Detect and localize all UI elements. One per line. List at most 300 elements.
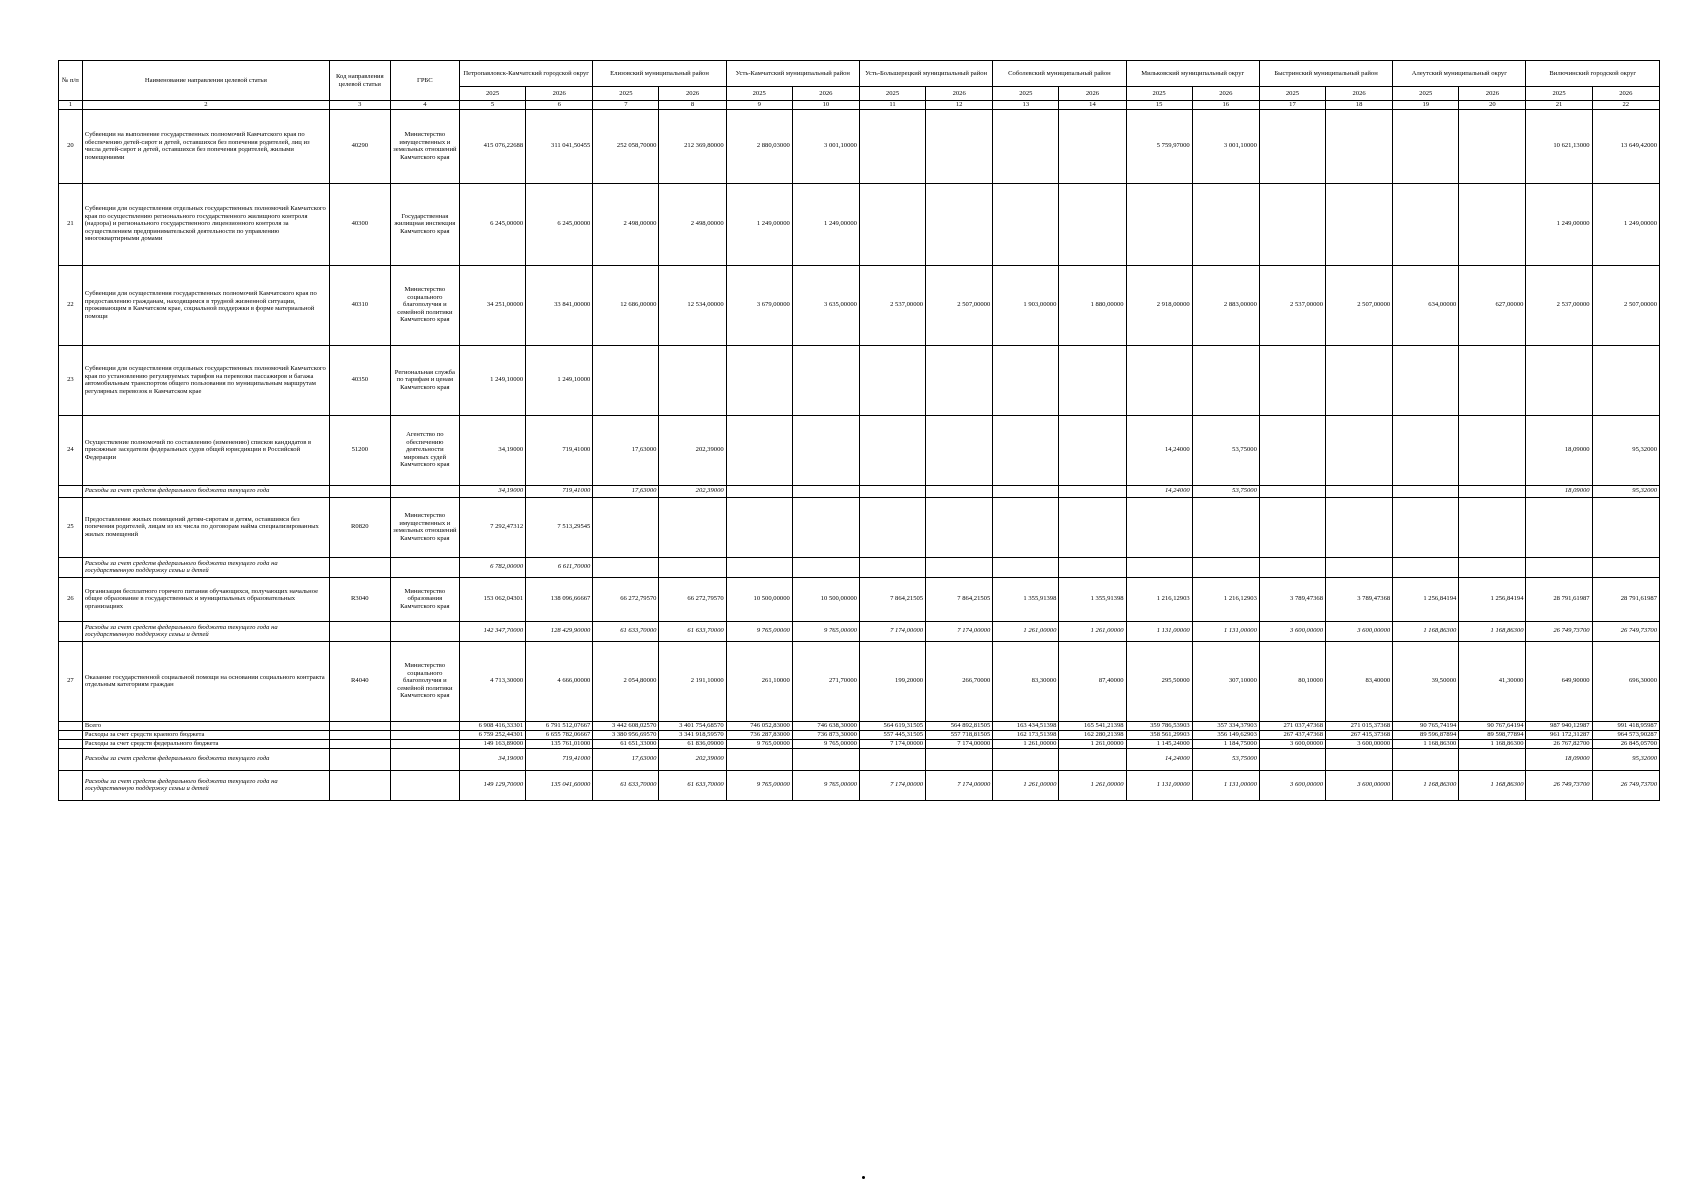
value-cell: 1 261,00000 [993, 770, 1059, 800]
header-district: Усть-Камчатский муниципальный район [726, 61, 859, 87]
row-name: Расходы за счет средств федерального бюджета [82, 739, 329, 748]
column-index: 15 [1126, 101, 1192, 110]
value-cell: 202,39000 [659, 748, 726, 770]
value-cell: 9 765,00000 [792, 770, 859, 800]
value-cell: 3 600,00000 [1259, 739, 1325, 748]
value-cell: 61 651,33000 [593, 739, 659, 748]
value-cell: 34,19000 [460, 415, 526, 485]
value-cell: 719,41000 [526, 485, 593, 497]
row-number: 23 [59, 345, 83, 415]
row-number [59, 485, 83, 497]
header-year: 2025 [1259, 87, 1325, 101]
row-code [329, 721, 390, 730]
value-cell [726, 557, 792, 577]
value-cell: 41,30000 [1459, 641, 1526, 721]
table-row [59, 109, 1660, 183]
value-cell: 26 845,05700 [1592, 739, 1659, 748]
value-cell: 212 369,80000 [659, 109, 726, 183]
value-cell: 252 058,70000 [593, 109, 659, 183]
row-name: Субвенции на выполнение государственных полномочий Камчатского края по обеспечению детей-сирот и детей, оставшихся без попечения родителей, лиц из числа детей-сирот и детей, оставшихся без попечения родителей, жилыми помещениями [82, 109, 329, 183]
value-cell: 307,10000 [1192, 641, 1259, 721]
value-cell: 33 841,00000 [526, 265, 593, 345]
value-cell [1259, 109, 1325, 183]
column-index: 9 [726, 101, 792, 110]
value-cell: 271 015,37368 [1326, 721, 1393, 730]
value-cell [1126, 557, 1192, 577]
header-year: 2026 [1459, 87, 1526, 101]
value-cell: 3 789,47368 [1326, 577, 1393, 621]
header-year: 2026 [792, 87, 859, 101]
table-row [59, 485, 1660, 497]
value-cell [726, 485, 792, 497]
row-grbs: Государственная жилищная инспекция Камчатского края [390, 183, 459, 265]
row-number [59, 739, 83, 748]
value-cell: 266,70000 [926, 641, 993, 721]
header-code: Код направления целевой статьи [329, 61, 390, 101]
value-cell: 3 001,10000 [792, 109, 859, 183]
row-number: 20 [59, 109, 83, 183]
row-code: R0820 [329, 497, 390, 557]
header-year: 2026 [526, 87, 593, 101]
column-index: 13 [993, 101, 1059, 110]
value-cell: 61 633,70000 [659, 770, 726, 800]
table-row [59, 345, 1660, 415]
header-district: Быстринский муниципальный район [1259, 61, 1392, 87]
value-cell: 142 347,70000 [460, 621, 526, 641]
header-district: Петропавловск-Камчатский городской округ [460, 61, 593, 87]
value-cell: 1 261,00000 [1059, 770, 1126, 800]
value-cell [1059, 183, 1126, 265]
value-cell: 964 573,90287 [1592, 730, 1659, 739]
value-cell: 17,63000 [593, 415, 659, 485]
value-cell: 34 251,00000 [460, 265, 526, 345]
value-cell [593, 497, 659, 557]
header-year: 2025 [1393, 87, 1459, 101]
header-year: 2025 [1126, 87, 1192, 101]
value-cell [1259, 183, 1325, 265]
value-cell [726, 415, 792, 485]
value-cell: 6 791 512,07667 [526, 721, 593, 730]
value-cell [792, 748, 859, 770]
value-cell: 1 168,86300 [1393, 621, 1459, 641]
value-cell: 1 184,75000 [1192, 739, 1259, 748]
value-cell: 34,19000 [460, 485, 526, 497]
row-code: 40290 [329, 109, 390, 183]
value-cell [1059, 415, 1126, 485]
value-cell: 149 129,70000 [460, 770, 526, 800]
column-index: 20 [1459, 101, 1526, 110]
value-cell [593, 557, 659, 577]
value-cell: 53,75000 [1192, 748, 1259, 770]
value-cell: 199,20000 [859, 641, 925, 721]
value-cell [1059, 748, 1126, 770]
value-cell [1459, 485, 1526, 497]
value-cell: 1 216,12903 [1192, 577, 1259, 621]
value-cell [993, 557, 1059, 577]
value-cell [993, 345, 1059, 415]
value-cell [1259, 485, 1325, 497]
value-cell: 6 655 782,06667 [526, 730, 593, 739]
value-cell: 1 261,00000 [1059, 739, 1126, 748]
value-cell [792, 497, 859, 557]
row-grbs [390, 730, 459, 739]
value-cell: 138 096,66667 [526, 577, 593, 621]
value-cell: 295,50000 [1126, 641, 1192, 721]
header-name: Наименование направления целевой статьи [82, 61, 329, 101]
value-cell: 53,75000 [1192, 485, 1259, 497]
value-cell [1592, 557, 1659, 577]
budget-table [58, 60, 1660, 801]
row-name: Расходы за счет средств федерального бюджета текущего года на государственную поддержку семьи и детей [82, 621, 329, 641]
value-cell: 961 172,31287 [1526, 730, 1592, 739]
value-cell: 3 600,00000 [1326, 739, 1393, 748]
column-index: 8 [659, 101, 726, 110]
value-cell: 1 261,00000 [993, 739, 1059, 748]
value-cell: 564 892,81505 [926, 721, 993, 730]
row-number [59, 621, 83, 641]
value-cell: 10 500,00000 [726, 577, 792, 621]
row-number [59, 721, 83, 730]
value-cell [1393, 183, 1459, 265]
value-cell [1059, 109, 1126, 183]
value-cell: 358 561,29903 [1126, 730, 1192, 739]
value-cell [1526, 497, 1592, 557]
value-cell: 2 883,00000 [1192, 265, 1259, 345]
row-code [329, 748, 390, 770]
value-cell [726, 748, 792, 770]
value-cell [726, 497, 792, 557]
value-cell: 2 537,00000 [1526, 265, 1592, 345]
row-code: 51200 [329, 415, 390, 485]
value-cell: 149 163,89000 [460, 739, 526, 748]
value-cell: 80,10000 [1259, 641, 1325, 721]
value-cell [1326, 345, 1393, 415]
column-index: 22 [1592, 101, 1659, 110]
value-cell: 4 713,30000 [460, 641, 526, 721]
value-cell: 557 445,31505 [859, 730, 925, 739]
column-index: 7 [593, 101, 659, 110]
value-cell [1592, 345, 1659, 415]
value-cell: 7 292,47312 [460, 497, 526, 557]
value-cell: 2 498,00000 [593, 183, 659, 265]
value-cell: 1 256,84194 [1393, 577, 1459, 621]
row-code [329, 770, 390, 800]
value-cell: 61 836,09000 [659, 739, 726, 748]
value-cell: 18,09000 [1526, 485, 1592, 497]
value-cell: 90 765,74194 [1393, 721, 1459, 730]
value-cell: 18,09000 [1526, 748, 1592, 770]
value-cell: 5 759,97000 [1126, 109, 1192, 183]
value-cell: 1 261,00000 [1059, 621, 1126, 641]
row-grbs: Министерство имущественных и земельных отношений Камчатского края [390, 109, 459, 183]
value-cell [1259, 415, 1325, 485]
row-number: 24 [59, 415, 83, 485]
row-number: 25 [59, 497, 83, 557]
value-cell: 261,10000 [726, 641, 792, 721]
value-cell: 627,00000 [1459, 265, 1526, 345]
row-number [59, 770, 83, 800]
row-grbs: Региональная служба по тарифам и ценам Камчатского края [390, 345, 459, 415]
value-cell: 987 940,12987 [1526, 721, 1592, 730]
value-cell: 66 272,79570 [593, 577, 659, 621]
header-district: Елизовский муниципальный район [593, 61, 726, 87]
column-index: 5 [460, 101, 526, 110]
column-index: 14 [1059, 101, 1126, 110]
value-cell: 12 686,00000 [593, 265, 659, 345]
value-cell: 719,41000 [526, 415, 593, 485]
row-name: Оказание государственной социальной помощи на основании социального контракта отдельным категориям граждан [82, 641, 329, 721]
value-cell [1393, 109, 1459, 183]
value-cell: 28 791,61987 [1592, 577, 1659, 621]
value-cell: 26 749,73700 [1592, 770, 1659, 800]
value-cell: 3 380 956,69570 [593, 730, 659, 739]
row-grbs: Агентство по обеспечению деятельности мировых судей Камчатского края [390, 415, 459, 485]
value-cell [1192, 183, 1259, 265]
value-cell [1126, 345, 1192, 415]
header-year: 2026 [659, 87, 726, 101]
value-cell [659, 345, 726, 415]
value-cell [659, 557, 726, 577]
row-name: Расходы за счет средств федерального бюджета текущего года на государственную поддержку семьи и детей [82, 770, 329, 800]
value-cell: 1 216,12903 [1126, 577, 1192, 621]
column-index: 11 [859, 101, 925, 110]
value-cell: 34,19000 [460, 748, 526, 770]
table-row [59, 621, 1660, 641]
value-cell: 153 062,04301 [460, 577, 526, 621]
row-code [329, 730, 390, 739]
value-cell: 163 434,51398 [993, 721, 1059, 730]
value-cell [1459, 748, 1526, 770]
value-cell [1459, 345, 1526, 415]
row-number: 26 [59, 577, 83, 621]
row-code: R4040 [329, 641, 390, 721]
value-cell [1526, 557, 1592, 577]
row-number [59, 748, 83, 770]
value-cell [1393, 345, 1459, 415]
value-cell [593, 345, 659, 415]
value-cell: 2 537,00000 [1259, 265, 1325, 345]
table-row [59, 183, 1660, 265]
value-cell [1326, 485, 1393, 497]
value-cell: 61 633,70000 [593, 621, 659, 641]
header-num: № п/п [59, 61, 83, 101]
value-cell: 6 782,00000 [460, 557, 526, 577]
value-cell: 202,39000 [659, 415, 726, 485]
row-code: 40300 [329, 183, 390, 265]
value-cell: 3 341 918,59570 [659, 730, 726, 739]
value-cell: 719,41000 [526, 748, 593, 770]
value-cell [1326, 748, 1393, 770]
column-index: 1 [59, 101, 83, 110]
value-cell: 61 633,70000 [593, 770, 659, 800]
value-cell [1393, 557, 1459, 577]
value-cell [926, 183, 993, 265]
value-cell: 1 256,84194 [1459, 577, 1526, 621]
header-year: 2026 [926, 87, 993, 101]
header-grbs: ГРБС [390, 61, 459, 101]
value-cell: 991 418,95987 [1592, 721, 1659, 730]
row-grbs: Министерство имущественных и земельных отношений Камчатского края [390, 497, 459, 557]
value-cell: 1 880,00000 [1059, 265, 1126, 345]
value-cell: 2 537,00000 [859, 265, 925, 345]
value-cell: 3 635,00000 [792, 265, 859, 345]
value-cell: 2 507,00000 [1592, 265, 1659, 345]
value-cell: 1 145,24000 [1126, 739, 1192, 748]
row-code: R3040 [329, 577, 390, 621]
value-cell [1393, 415, 1459, 485]
value-cell: 1 168,86300 [1393, 739, 1459, 748]
value-cell [1459, 497, 1526, 557]
header-year: 2025 [1526, 87, 1592, 101]
value-cell: 1 249,00000 [1526, 183, 1592, 265]
row-name: Расходы за счет средств федерального бюджета текущего года [82, 748, 329, 770]
value-cell [792, 345, 859, 415]
value-cell: 1 261,00000 [993, 621, 1059, 641]
table-body [59, 109, 1660, 800]
column-index: 12 [926, 101, 993, 110]
value-cell: 14,24000 [1126, 485, 1192, 497]
value-cell [1326, 415, 1393, 485]
value-cell [859, 497, 925, 557]
row-name: Расходы за счет средств краевого бюджета [82, 730, 329, 739]
value-cell: 359 786,53903 [1126, 721, 1192, 730]
value-cell: 135 761,01000 [526, 739, 593, 748]
value-cell: 28 791,61987 [1526, 577, 1592, 621]
value-cell: 1 168,86300 [1459, 770, 1526, 800]
value-cell: 6 611,70000 [526, 557, 593, 577]
row-code [329, 621, 390, 641]
table-row [59, 748, 1660, 770]
value-cell: 2 880,03000 [726, 109, 792, 183]
value-cell: 1 249,10000 [526, 345, 593, 415]
value-cell [1259, 345, 1325, 415]
value-cell [792, 485, 859, 497]
column-index: 17 [1259, 101, 1325, 110]
value-cell [1526, 345, 1592, 415]
value-cell: 6 245,00000 [460, 183, 526, 265]
value-cell: 557 718,81505 [926, 730, 993, 739]
value-cell: 356 149,62903 [1192, 730, 1259, 739]
value-cell: 90 767,64194 [1459, 721, 1526, 730]
value-cell [1326, 497, 1393, 557]
value-cell [1592, 497, 1659, 557]
value-cell: 17,63000 [593, 748, 659, 770]
value-cell: 1 131,00000 [1126, 621, 1192, 641]
value-cell: 564 619,31505 [859, 721, 925, 730]
table-row [59, 641, 1660, 721]
value-cell: 39,50000 [1393, 641, 1459, 721]
value-cell [1259, 557, 1325, 577]
value-cell: 736 287,83000 [726, 730, 792, 739]
column-index: 21 [1526, 101, 1592, 110]
value-cell: 6 908 416,33301 [460, 721, 526, 730]
value-cell: 7 174,00000 [859, 770, 925, 800]
value-cell [859, 557, 925, 577]
column-index: 4 [390, 101, 459, 110]
value-cell: 95,32000 [1592, 748, 1659, 770]
value-cell: 7 513,29545 [526, 497, 593, 557]
value-cell: 7 174,00000 [859, 739, 925, 748]
row-code: 40350 [329, 345, 390, 415]
column-index-row [59, 101, 1660, 110]
value-cell: 10 621,13000 [1526, 109, 1592, 183]
row-number: 27 [59, 641, 83, 721]
value-cell [1192, 497, 1259, 557]
header-year: 2026 [1059, 87, 1126, 101]
row-name: Субвенции для осуществления государственных полномочий Камчатского края по предоставлению гражданам, находящимся в трудной жизненной ситуации, проживающим в Камчатском крае, социальной поддержки в форме материальной помощи [82, 265, 329, 345]
value-cell [792, 415, 859, 485]
value-cell [1059, 485, 1126, 497]
value-cell: 357 334,37903 [1192, 721, 1259, 730]
row-grbs [390, 485, 459, 497]
value-cell [926, 415, 993, 485]
value-cell: 3 600,00000 [1259, 770, 1325, 800]
value-cell: 10 500,00000 [792, 577, 859, 621]
value-cell: 17,63000 [593, 485, 659, 497]
value-cell: 26 767,82700 [1526, 739, 1592, 748]
value-cell: 7 174,00000 [926, 770, 993, 800]
value-cell: 95,32000 [1592, 485, 1659, 497]
header-district: Мильковский муниципальный округ [1126, 61, 1259, 87]
header-year: 2026 [1192, 87, 1259, 101]
value-cell [926, 345, 993, 415]
column-index: 19 [1393, 101, 1459, 110]
value-cell [993, 497, 1059, 557]
value-cell: 2 507,00000 [1326, 265, 1393, 345]
value-cell: 1 355,91398 [993, 577, 1059, 621]
table-row [59, 770, 1660, 800]
value-cell: 696,30000 [1592, 641, 1659, 721]
value-cell: 9 765,00000 [726, 770, 792, 800]
table-row [59, 730, 1660, 739]
value-cell: 3 401 754,68570 [659, 721, 726, 730]
value-cell: 311 041,50455 [526, 109, 593, 183]
value-cell [1326, 183, 1393, 265]
column-index: 6 [526, 101, 593, 110]
value-cell [859, 415, 925, 485]
value-cell [1126, 183, 1192, 265]
value-cell: 95,32000 [1592, 415, 1659, 485]
value-cell [1326, 557, 1393, 577]
page-mark [862, 1176, 865, 1179]
row-code: 40310 [329, 265, 390, 345]
value-cell: 649,90000 [1526, 641, 1592, 721]
value-cell [993, 485, 1059, 497]
value-cell: 4 666,00000 [526, 641, 593, 721]
value-cell [1326, 109, 1393, 183]
value-cell: 66 272,79570 [659, 577, 726, 621]
value-cell: 7 174,00000 [859, 621, 925, 641]
value-cell [1459, 415, 1526, 485]
value-cell [859, 183, 925, 265]
value-cell: 3 789,47368 [1259, 577, 1325, 621]
row-code [329, 485, 390, 497]
header-year: 2025 [460, 87, 526, 101]
value-cell: 83,30000 [993, 641, 1059, 721]
row-grbs [390, 621, 459, 641]
value-cell [859, 485, 925, 497]
value-cell [993, 183, 1059, 265]
value-cell: 61 633,70000 [659, 621, 726, 641]
value-cell [792, 557, 859, 577]
row-name: Субвенции для осуществления отдельных государственных полномочий Камчатского края по осуществлению регионального государственного жилищного контроля (надзора) и регионального государственного лицензионного контроля за осуществлением предпринимательской деятельности по управлению многоквартирными домами [82, 183, 329, 265]
column-index: 16 [1192, 101, 1259, 110]
table-row [59, 739, 1660, 748]
value-cell [926, 497, 993, 557]
value-cell [1259, 748, 1325, 770]
value-cell: 6 245,00000 [526, 183, 593, 265]
row-grbs [390, 739, 459, 748]
